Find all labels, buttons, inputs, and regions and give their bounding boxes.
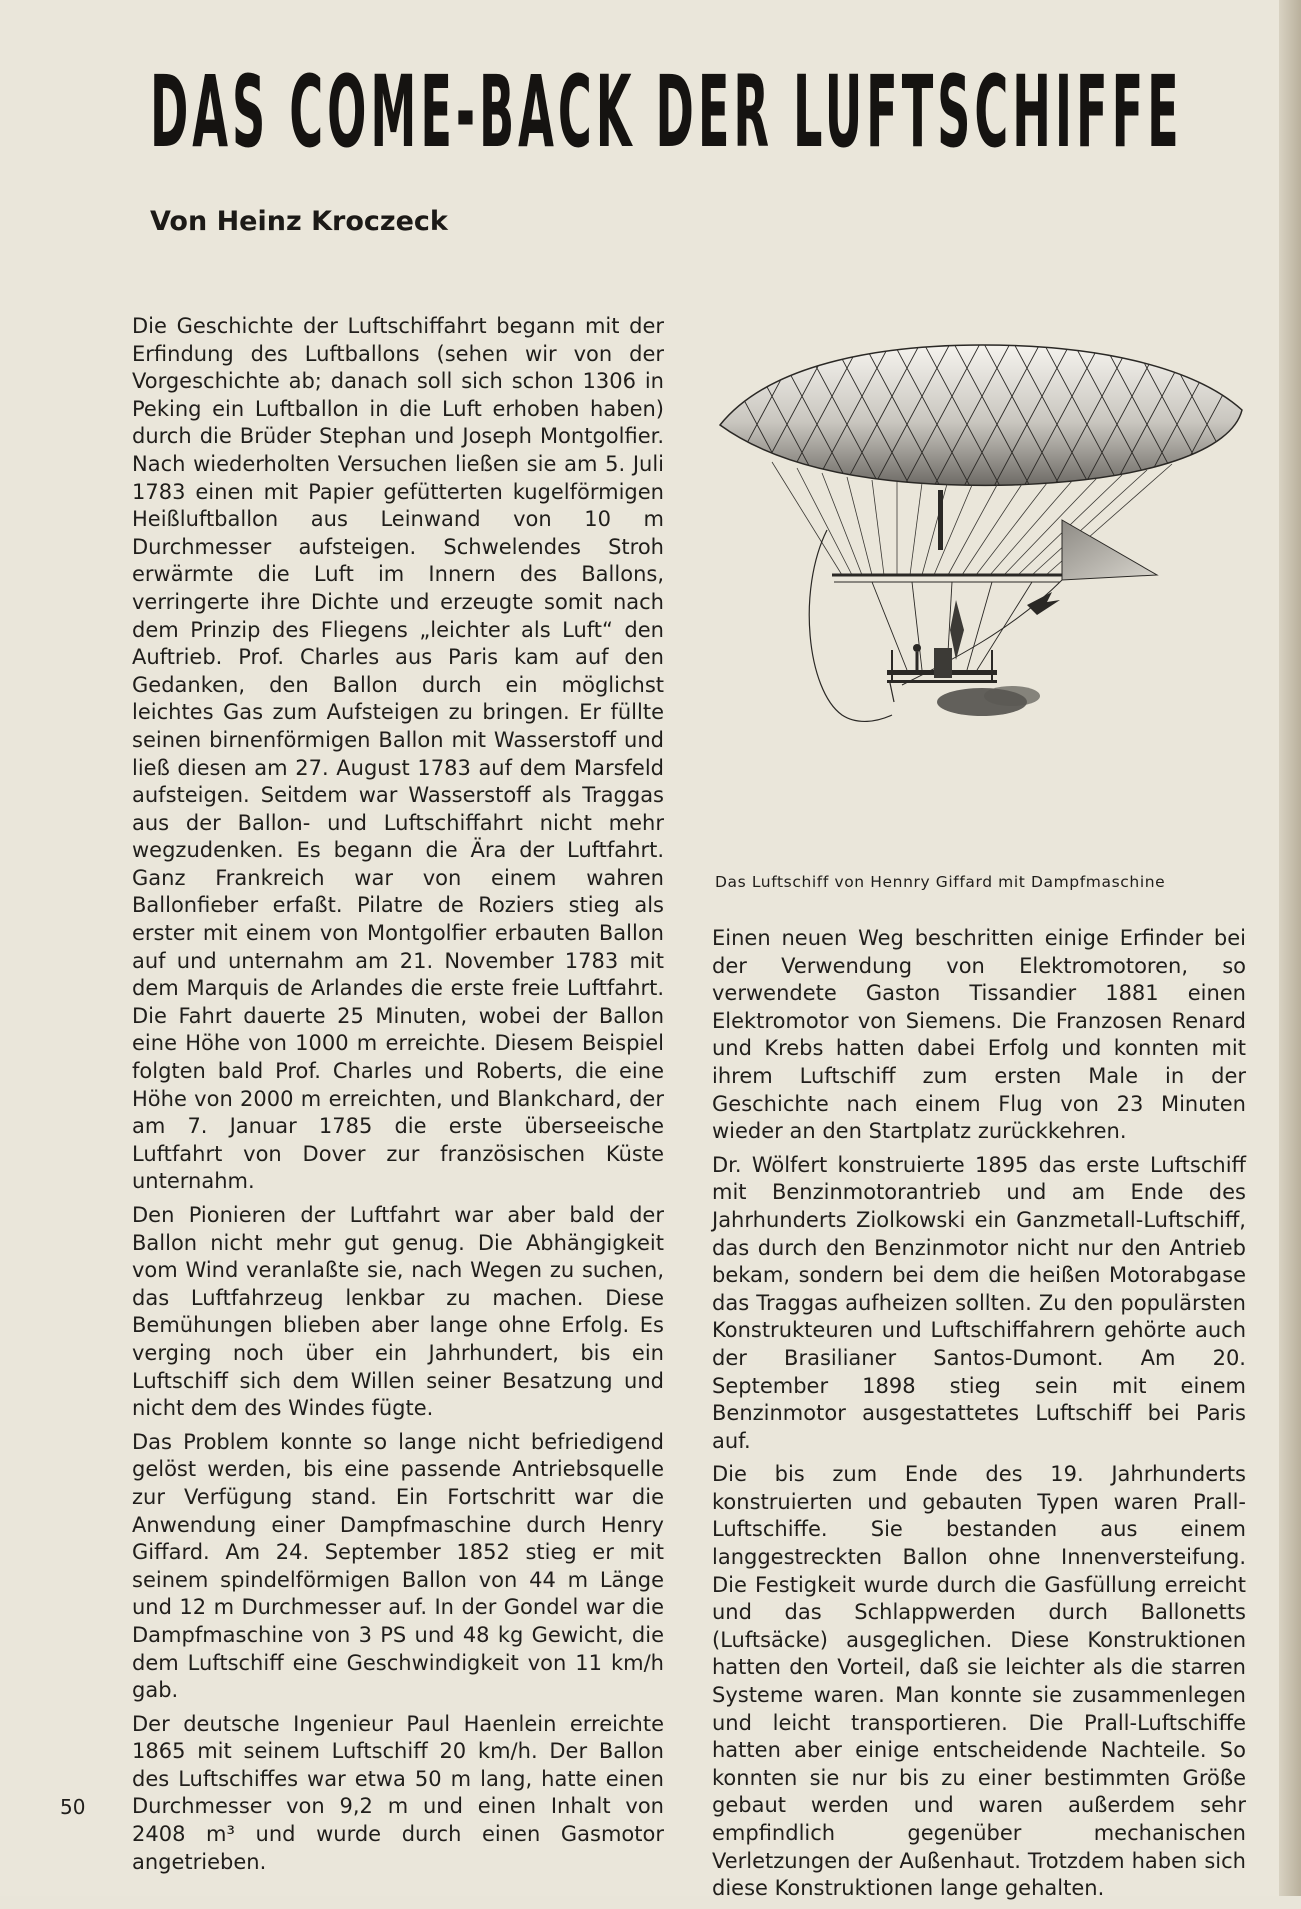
page-number: 50 bbox=[60, 1795, 86, 1819]
figure-caption: Das Luftschiff von Hennry Giffard mit Dampfmaschine bbox=[715, 873, 1166, 891]
airship-illustration-icon bbox=[712, 330, 1252, 850]
page-edge-shadow bbox=[1279, 0, 1301, 1896]
paragraph: Die Geschichte der Luftschiffahrt begann mit der Erfindung des Luftballons (sehen wir von der Vorgeschichte ab; danach soll sich schon 1306 in Peking ein Luftballon in die Luft erhoben haben) durch die Brüder Stephan und Joseph Montgolfier. Nach wiederholten Versuchen ließen sie am 5. Juli 1783 einen mit Papier gefütterten kugelförmigen Heißluftballon aus Leinwand von 10 m Durchmesser aufsteigen. Schwelendes Stroh erwärmte die Luft im Innern des Ballons, verringerte ihre Dichte und erzeugte somit nach dem Prinzip des Fliegens „leichter als Luft“ den Auftrieb. Prof. Charles aus Paris kam auf den Gedanken, den Ballon durch ein möglichst leichtes Gas zum Aufsteigen zu bringen. Er füllte seinen birnenförmigen Ballon mit Wasserstoff und ließ diesen am 27. August 1783 auf dem Marsfeld aufsteigen. Seitdem war Wasserstoff als Traggas aus der Ballon- und Luftschiffahrt nicht mehr wegzudenken. Es begann die Ära der Luftfahrt. Ganz Frankreich war von einem wahren Ballonfieber erfaßt. Pilatre de Roziers stieg als erster mit einem von Montgolfier erbauten Ballon auf und unternahm am 21. November 1783 mit dem Marquis de Arlandes die erste freie Luftfahrt. Die Fahrt dauerte 25 Minuten, wobei der Ballon eine Höhe von 1000 m erreichte. Diesem Beispiel folgten bald Prof. Charles und Roberts, die eine Höhe von 2000 m erreichten, und Blankchard, der am 7. Januar 1785 die erste überseeische Luftfahrt von Dover zur französischen Küste unternahm. bbox=[132, 314, 664, 1194]
paragraph: Die bis zum Ende des 19. Jahrhunderts konstruierten und gebauten Typen waren Prall-Luftschiffe. Sie bestanden aus einem langgestreckten Ballon ohne Innenversteifung. Die Festigkeit wurde durch die Gasfüllung erreicht und das Schlappwerden durch Ballonetts (Luftsäcke) ausgeglichen. Diese Konstruktionen hatten den Vorteil, daß sie leichter als die starren Systeme waren. Man konnte sie zusammenlegen und leicht transportieren. Die Prall-Luftschiffe hatten aber einige entscheidende Nachteile. So konnten sie nur bis zu einer bestimmten Größe gebaut werden und waren außerdem sehr empfindlich gegenüber mechanischen Verletzungen der Außenhaut. Trotzdem haben sich diese Konstruktionen lange gehalten. bbox=[712, 1462, 1246, 1901]
right-text-column bbox=[712, 925, 1246, 1909]
article-headline: DAS COME-BACK DER LUFTSCHIFFE bbox=[150, 53, 1183, 171]
left-text-column bbox=[132, 313, 664, 1882]
paragraph: Dr. Wölfert konstruierte 1895 das erste Luftschiff mit Benzinmotorantrieb und am Ende des Jahrhunderts Ziolkowski ein Ganzmetall-Luftschiff, das durch den Benzinmotor nicht nur den Antrieb bekam, sondern bei dem die heißen Motorabgase das Traggas aufheizen sollten. Zu den populärsten Konstrukteuren und Luftschiffahrern gehörte auch der Brasilianer Santos-Dumont. Am 20. September 1898 stieg sein mit einem Benzinmotor ausgestattetes Luftschiff bei Paris auf. bbox=[712, 1152, 1246, 1453]
paragraph: Einen neuen Weg beschritten einige Erfinder bei der Verwendung von Elektromotoren, so verwendete Gaston Tissandier 1881 einen Elektromotor von Siemens. Die Franzosen Renard und Krebs hatten dabei Erfolg und konnten mit ihrem Luftschiff zum ersten Male in der Geschichte nach einem Flug von 23 Minuten wieder an den Startplatz zurückkehren. bbox=[712, 926, 1246, 1144]
paragraph: Der deutsche Ingenieur Paul Haenlein erreichte 1865 mit seinem Luftschiff 20 km/h. Der Ballon des Luftschiffes war etwa 50 m lang, hatte einen Durchmesser von 9,2 m und einen Inhalt von 2408 m³ und wurde durch einen Gasmotor angetrieben. bbox=[132, 1711, 664, 1874]
article-byline: Von Heinz Kroczeck bbox=[150, 206, 448, 237]
paragraph: Das Problem konnte so lange nicht befriedigend gelöst werden, bis eine passende Antriebsquelle zur Verfügung stand. Ein Fortschritt war die Anwendung einer Dampfmaschine durch Henry Giffard. Am 24. September 1852 stieg er mit seinem spindelförmigen Ballon von 44 m Länge und 12 m Durchmesser auf. In der Gondel war die Dampfmaschine von 3 PS und 48 kg Gewicht, die dem Luftschiff eine Geschwindigkeit von 11 km/h gab. bbox=[132, 1429, 664, 1703]
paragraph: Den Pionieren der Luftfahrt war aber bald der Ballon nicht mehr gut genug. Die Abhängigkeit vom Wind veranlaßte sie, nach Wegen zu suchen, das Luftfahrzeug lenkbar zu machen. Diese Bemühungen blieben aber lange ohne Erfolg. Es verging noch über ein Jahrhundert, bis ein Luftschiff sich dem Willen seiner Besatzung und nicht dem des Windes fügte. bbox=[132, 1203, 664, 1421]
